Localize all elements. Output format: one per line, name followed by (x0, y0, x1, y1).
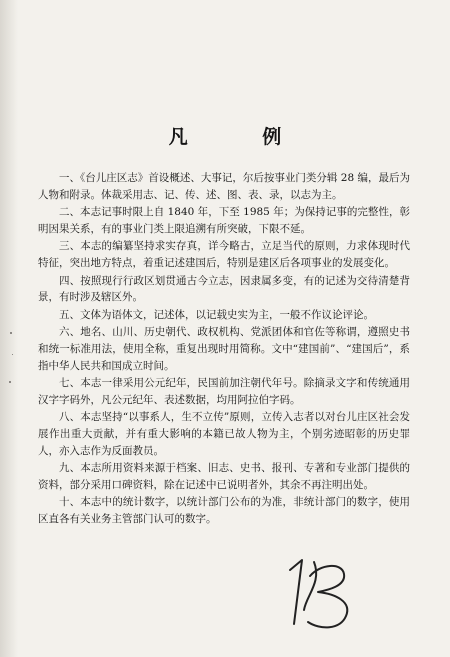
note-paragraph-8: 八、本志坚持“以事系人，生不立传”原则，立传入志者以对台儿庄区社会发展作出重大贡献，并有重大影响的本籍已故人物为主，个别劣迹昭彰的历史罪人，亦入志作为反面教员。 (38, 411, 410, 457)
note-paragraph-3: 三、本志的编纂坚持求实存真，详今略古，立足当代的原则，力求体现时代特征，突出地方特点，着重记述建国后，特别是建区后各项事业的发展变化。 (38, 240, 410, 269)
note-paragraph-5: 五、文体为语体文，记述体，以记载史实为主，一般不作议论评论。 (59, 308, 374, 321)
note-paragraph-1: 一、《台儿庄区志》首设概述、大事记，尔后按事业门类分辑 28 编，最后为人物和附录。体裁采用志、记、传、述、图、表、录，以志为主。 (38, 172, 410, 201)
note-paragraph-2: 二、本志记事时限上自 1840 年，下至 1985 年；为保持记事的完整性，彰明因果关系，有的事业门类上限追溯有所突破，下限不延。 (38, 206, 410, 235)
note-paragraph-9: 九、本志所用资料来源于档案、旧志、史书、报刊、专著和专业部门提供的资料，部分采用口碑资料，除在记述中已说明者外，其余不再注明出处。 (38, 462, 410, 491)
paper-speck (10, 332, 12, 334)
note-paragraph-7: 七、本志一律采用公元纪年，民国前加注朝代年号。除摘录文字和传统通用汉字字码外，凡公元纪年、表述数据，均用阿拉伯字码。 (38, 377, 410, 406)
paper-speck (9, 381, 11, 383)
notes-body (38, 170, 410, 528)
page-edge-shadow (0, 0, 18, 657)
handwritten-page-number (280, 552, 358, 634)
note-paragraph-10: 十、本志中的统计数字，以统计部门公布的为准，非统计部门的数字，使用区直各有关业务主管部门认可的数字。 (38, 496, 410, 525)
paper-speck (12, 354, 13, 355)
page-title: 凡 例 (168, 126, 316, 148)
note-paragraph-4: 四、按照现行行政区划贯通古今立志，因隶属多变，有的记述为交待清楚背景，有时涉及辖区外。 (38, 274, 410, 304)
note-paragraph-6: 六、地名、山川、历史朝代、政权机构、党派团体和官佐等称谓，遵照史书和统一标准用法，使用全称，重复出现时用简称。文中“建国前”、“建国后”，系指中华人民共和国成立时间。 (38, 326, 410, 372)
